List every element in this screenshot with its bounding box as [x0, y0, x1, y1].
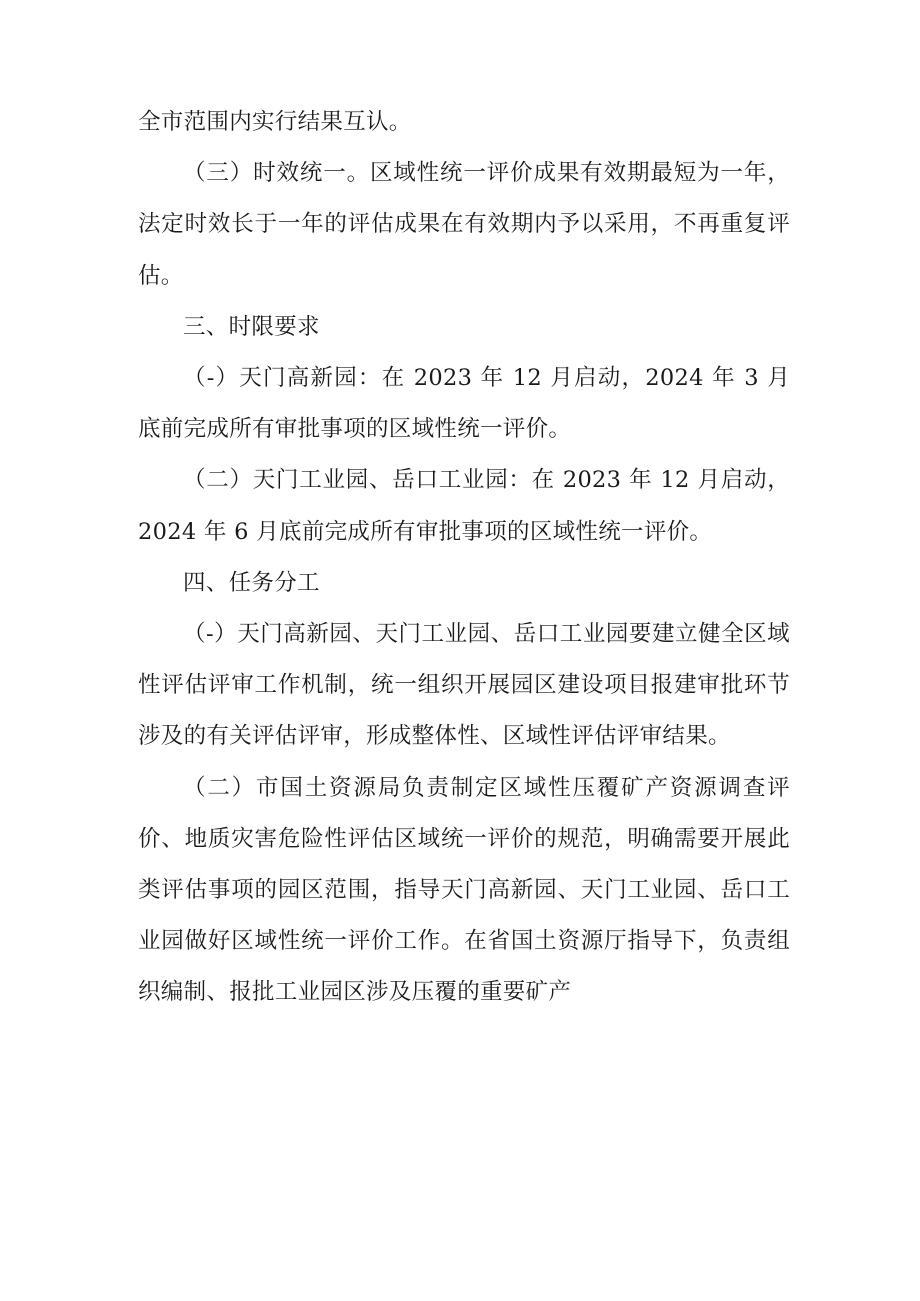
- paragraph-continuation: 全市范围内实行结果互认。: [138, 109, 412, 135]
- paragraph-industrial-parks-deadline: （二）天门工业园、岳口工业园：在 2023 年 12 月启动，2024 年 6 月底前完成所有审批事项的区域性统一评价。: [138, 467, 790, 545]
- section-heading-time-limits: 三、时限要求: [183, 313, 320, 340]
- document-body: [138, 97, 790, 1019]
- paragraph-park-mechanism: （-）天门高新园、天门工业园、岳口工业园要建立健全区域性评估评审工作机制，统一组织开展园区建设项目报建审批环节涉及的有关评估评审，形成整体性、区域性评估评审结果。: [138, 621, 790, 750]
- paragraph-time-unification: （三）时效统一。区域性统一评价成果有效期最短为一年，法定时效长于一年的评估成果在有效期内予以采用，不再重复评估。: [138, 160, 790, 289]
- paragraph-tianmen-high-tech-park: （-）天门高新园：在 2023 年 12 月启动，2024 年 3 月底前完成所有审批事项的区域性统一评价。: [138, 365, 790, 443]
- section-heading-task-division: 四、任务分工: [183, 569, 320, 596]
- paragraph-land-resources-bureau: （二）市国土资源局负责制定区域性压覆矿产资源调查评价、地质灾害危险性评估区域统一评价的规范，明确需要开展此类评估事项的园区范围，指导天门高新园、天门工业园、岳口工业园做好区域性统一评价工作。在省国土资源厅指导下，负责组织编制、报批工业园区涉及压覆的重要矿产: [138, 774, 790, 1006]
